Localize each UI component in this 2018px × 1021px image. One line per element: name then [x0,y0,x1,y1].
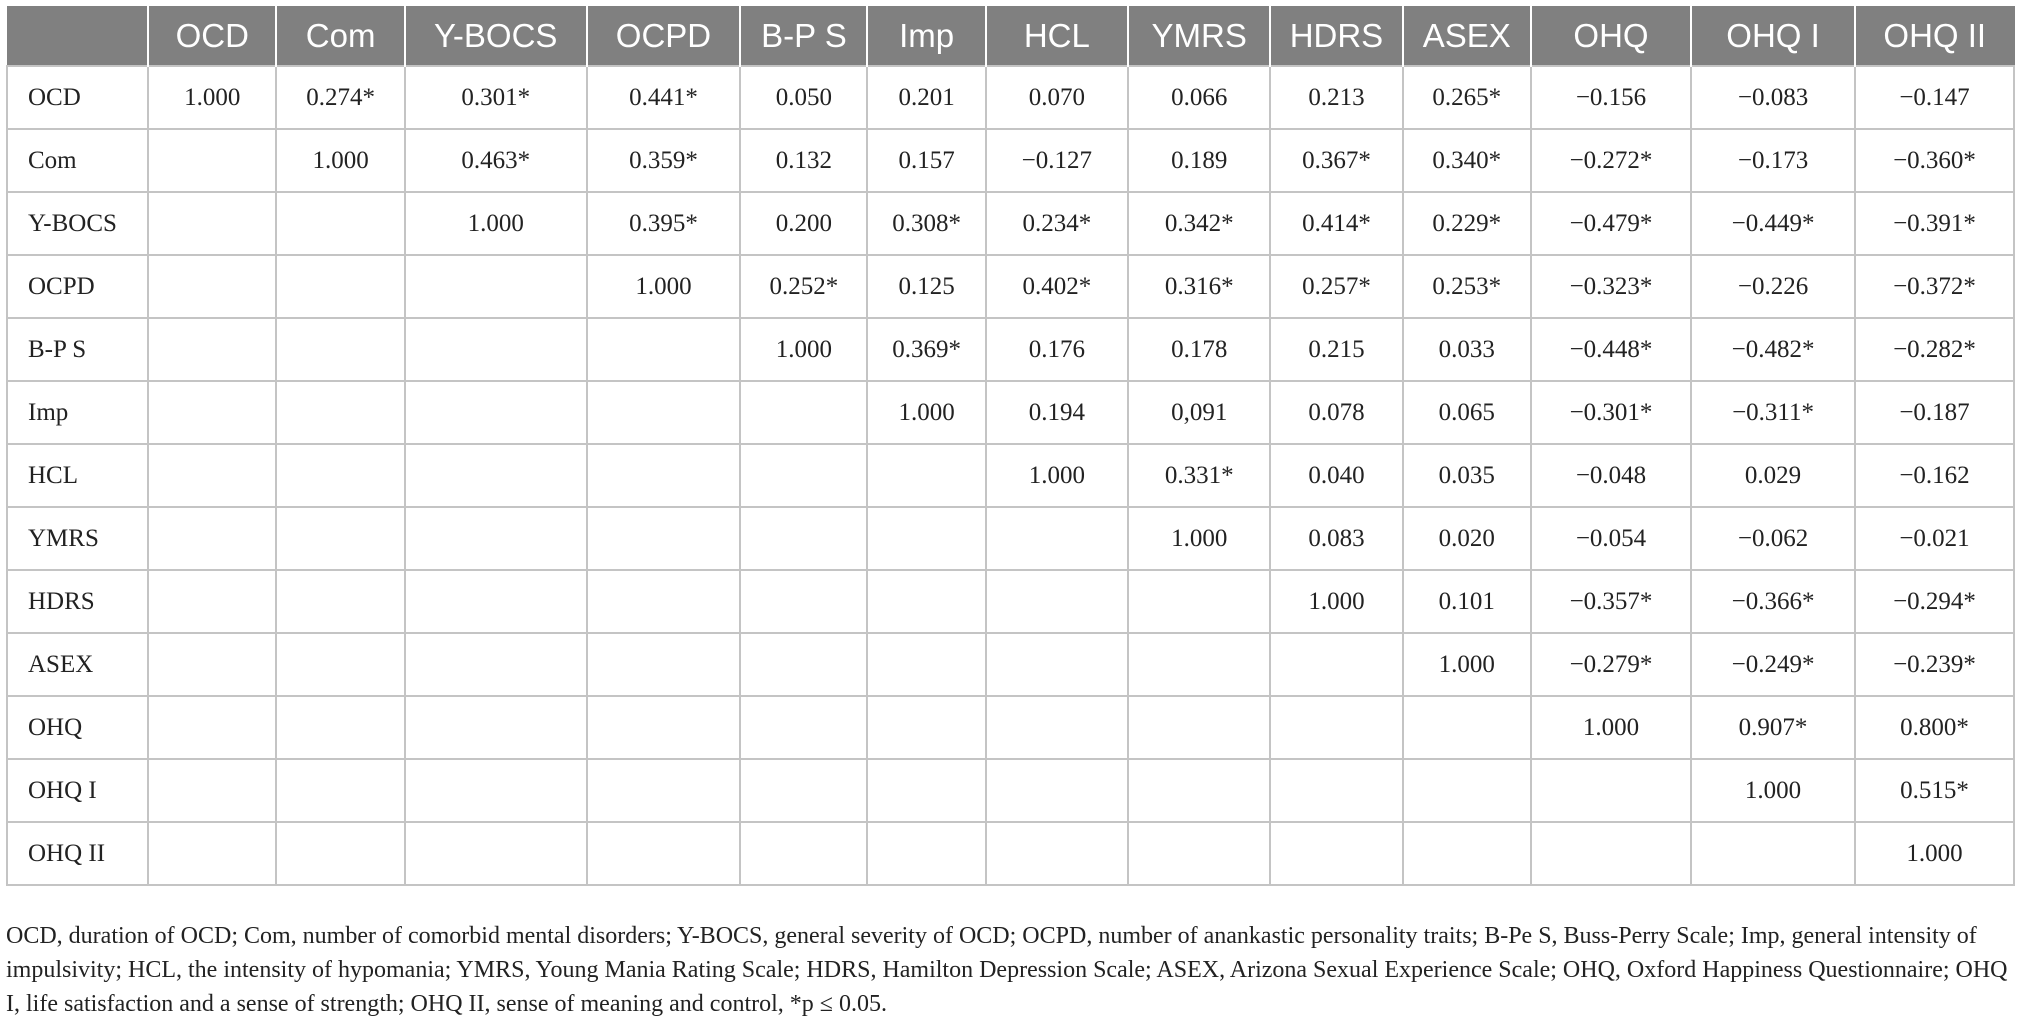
table-cell: 0.029 [1691,444,1855,507]
table-cell [148,759,276,822]
table-cell [276,696,404,759]
table-cell: 0.340* [1403,129,1531,192]
table-cell: 0.402* [986,255,1128,318]
column-header: YMRS [1128,7,1270,67]
table-cell: 0.020 [1403,507,1531,570]
table-cell: −0.482* [1691,318,1855,381]
correlation-table [6,6,2015,886]
table-cell [1531,759,1691,822]
table-cell: −0.226 [1691,255,1855,318]
table-cell: −0.239* [1855,633,2014,696]
table-cell [587,318,741,381]
row-label: OCPD [7,255,148,318]
table-cell: −0.147 [1855,66,2014,129]
table-row [7,444,2014,507]
table-cell: 0.213 [1270,66,1402,129]
table-cell: 0.157 [867,129,985,192]
table-cell: −0.083 [1691,66,1855,129]
table-cell: −0.021 [1855,507,2014,570]
table-cell: −0.282* [1855,318,2014,381]
column-header: Com [276,7,404,67]
table-cell [867,570,985,633]
table-cell [1270,633,1402,696]
table-cell: 1.000 [587,255,741,318]
table-cell [276,759,404,822]
table-cell [1128,759,1270,822]
table-cell: 0.178 [1128,318,1270,381]
table-cell: −0.294* [1855,570,2014,633]
table-cell [405,444,587,507]
table-cell: 1.000 [1128,507,1270,570]
table-cell [986,696,1128,759]
table-cell: 0.078 [1270,381,1402,444]
table-cell [740,696,867,759]
table-row [7,633,2014,696]
table-row [7,696,2014,759]
table-cell: 0.414* [1270,192,1402,255]
table-cell: −0.449* [1691,192,1855,255]
table-cell [276,507,404,570]
table-cell [740,822,867,885]
table-cell: 0.070 [986,66,1128,129]
table-cell: 0.316* [1128,255,1270,318]
column-header: ASEX [1403,7,1531,67]
table-cell: −0.156 [1531,66,1691,129]
table-cell [986,633,1128,696]
table-cell: 0.176 [986,318,1128,381]
table-cell [867,696,985,759]
table-cell: −0.323* [1531,255,1691,318]
table-row [7,129,2014,192]
table-cell: 0.125 [867,255,985,318]
table-cell [740,381,867,444]
row-label: OHQ I [7,759,148,822]
table-cell [405,255,587,318]
table-cell [1128,696,1270,759]
table-cell: 0.132 [740,129,867,192]
table-cell: −0.048 [1531,444,1691,507]
table-cell: −0.279* [1531,633,1691,696]
column-header: Y-BOCS [405,7,587,67]
row-label: HCL [7,444,148,507]
table-cell: 0.395* [587,192,741,255]
table-cell: 0.065 [1403,381,1531,444]
row-label: Com [7,129,148,192]
table-row [7,255,2014,318]
header-row [7,7,2014,67]
table-cell: 0.515* [1855,759,2014,822]
table-cell: 0.359* [587,129,741,192]
table-cell [1270,696,1402,759]
row-label: HDRS [7,570,148,633]
table-cell: 0.441* [587,66,741,129]
table-cell [986,759,1128,822]
table-cell [276,822,404,885]
column-header: HDRS [1270,7,1402,67]
table-row [7,759,2014,822]
table-cell [1403,759,1531,822]
table-cell: 1.000 [148,66,276,129]
table-cell: 0.200 [740,192,867,255]
table-cell: 0.301* [405,66,587,129]
table-cell [1128,822,1270,885]
table-cell [867,633,985,696]
table-cell [148,822,276,885]
table-cell: 0.229* [1403,192,1531,255]
table-cell: 0.201 [867,66,985,129]
table-cell [148,507,276,570]
table-cell [1403,822,1531,885]
table-cell: 0.050 [740,66,867,129]
row-label: OHQ II [7,822,148,885]
table-cell [740,633,867,696]
table-cell [867,759,985,822]
table-cell: −0.360* [1855,129,2014,192]
correlation-table-container [6,6,2015,886]
table-body [7,66,2014,885]
table-cell [1128,633,1270,696]
table-row [7,318,2014,381]
table-cell [148,633,276,696]
table-cell [986,507,1128,570]
table-cell [986,822,1128,885]
table-cell [1403,696,1531,759]
table-cell [405,381,587,444]
table-cell: −0.272* [1531,129,1691,192]
table-cell: 1.000 [1270,570,1402,633]
table-cell [405,570,587,633]
table-cell [405,318,587,381]
table-cell [276,633,404,696]
table-cell: 1.000 [1531,696,1691,759]
table-cell: −0.173 [1691,129,1855,192]
table-cell: 0.274* [276,66,404,129]
table-cell [276,570,404,633]
table-cell: 1.000 [1855,822,2014,885]
table-cell: −0.479* [1531,192,1691,255]
table-cell: 1.000 [1691,759,1855,822]
table-cell: 1.000 [1403,633,1531,696]
table-cell [740,570,867,633]
table-cell [148,192,276,255]
table-cell: −0.366* [1691,570,1855,633]
table-cell: 0.463* [405,129,587,192]
table-footnote: OCD, duration of OCD; Com, number of comorbid mental disorders; Y-BOCS, general severity of OCD; OCPD, number of anankastic personality traits; B-Pe S, Buss-Perry Scale; Imp, general intensity of impulsivity; HCL, the intensity of hypomania; YMRS, Young Mania Rating Scale; HDRS, Hamilton Depression Scale; ASEX, Arizona Sexual Experience Scale; OHQ, Oxford Happiness Questionnaire; OHQ I, life satisfaction and a sense of strength; OHQ II, sense of meaning and control, *p ≤ 0.05. [6,923,2008,1017]
table-cell: 0.331* [1128,444,1270,507]
column-header: OCPD [587,7,741,67]
table-cell [148,444,276,507]
row-label: Imp [7,381,148,444]
table-cell [405,696,587,759]
table-cell [276,318,404,381]
table-cell [1270,759,1402,822]
column-header: HCL [986,7,1128,67]
table-row [7,822,2014,885]
table-cell: −0.162 [1855,444,2014,507]
header-corner-cell [7,7,148,67]
column-header: B-P S [740,7,867,67]
table-cell [587,633,741,696]
table-cell [405,633,587,696]
table-cell: 0.234* [986,192,1128,255]
row-label: Y-BOCS [7,192,148,255]
table-cell: 0.369* [867,318,985,381]
table-cell: 1.000 [867,381,985,444]
table-cell [587,381,741,444]
table-cell [587,444,741,507]
table-cell: −0.357* [1531,570,1691,633]
table-cell: 0.194 [986,381,1128,444]
table-cell [1270,822,1402,885]
table-cell [986,570,1128,633]
table-cell [276,192,404,255]
table-cell: 0.253* [1403,255,1531,318]
table-row [7,66,2014,129]
table-cell: 1.000 [276,129,404,192]
table-cell [587,822,741,885]
table-cell: 0.215 [1270,318,1402,381]
table-cell [148,381,276,444]
row-label: YMRS [7,507,148,570]
table-cell: −0.249* [1691,633,1855,696]
table-cell [405,507,587,570]
table-cell [405,759,587,822]
table-cell: 0.342* [1128,192,1270,255]
table-cell [867,822,985,885]
table-cell: −0.311* [1691,381,1855,444]
table-cell: 0.308* [867,192,985,255]
table-cell: 0.800* [1855,696,2014,759]
table-cell: −0.062 [1691,507,1855,570]
table-cell [405,822,587,885]
row-label: OCD [7,66,148,129]
table-cell [148,696,276,759]
table-cell [587,507,741,570]
row-label: ASEX [7,633,148,696]
row-label: B-P S [7,318,148,381]
table-cell [148,318,276,381]
table-cell [587,759,741,822]
row-label: OHQ [7,696,148,759]
table-cell [867,444,985,507]
table-cell: 0.083 [1270,507,1402,570]
table-cell [740,507,867,570]
table-cell: 0.257* [1270,255,1402,318]
column-header: Imp [867,7,985,67]
table-cell: 0.367* [1270,129,1402,192]
table-cell: 0.907* [1691,696,1855,759]
table-cell: 0.066 [1128,66,1270,129]
table-cell: 1.000 [986,444,1128,507]
table-row [7,507,2014,570]
table-cell [740,444,867,507]
table-cell: 0.265* [1403,66,1531,129]
column-header: OHQ I [1691,7,1855,67]
table-cell: 0.252* [740,255,867,318]
table-cell [587,570,741,633]
table-cell [276,381,404,444]
table-cell [740,759,867,822]
table-cell [148,255,276,318]
table-cell: 1.000 [405,192,587,255]
column-header: OHQ II [1855,7,2014,67]
table-row [7,192,2014,255]
table-cell: 0.035 [1403,444,1531,507]
table-cell [1531,822,1691,885]
table-cell: −0.054 [1531,507,1691,570]
table-cell [276,444,404,507]
table-cell [276,255,404,318]
table-cell: −0.301* [1531,381,1691,444]
table-cell: 0.101 [1403,570,1531,633]
table-row [7,381,2014,444]
table-cell [148,129,276,192]
table-cell: −0.127 [986,129,1128,192]
column-header: OHQ [1531,7,1691,67]
table-row [7,570,2014,633]
table-cell [1128,570,1270,633]
table-cell: −0.187 [1855,381,2014,444]
table-cell: 0.189 [1128,129,1270,192]
table-cell [1691,822,1855,885]
table-cell [587,696,741,759]
table-cell [867,507,985,570]
table-cell: 0.040 [1270,444,1402,507]
table-cell: 0.033 [1403,318,1531,381]
table-cell [148,570,276,633]
table-cell: −0.372* [1855,255,2014,318]
table-cell: −0.391* [1855,192,2014,255]
table-cell: −0.448* [1531,318,1691,381]
table-cell: 1.000 [740,318,867,381]
table-cell: 0,091 [1128,381,1270,444]
column-header: OCD [148,7,276,67]
